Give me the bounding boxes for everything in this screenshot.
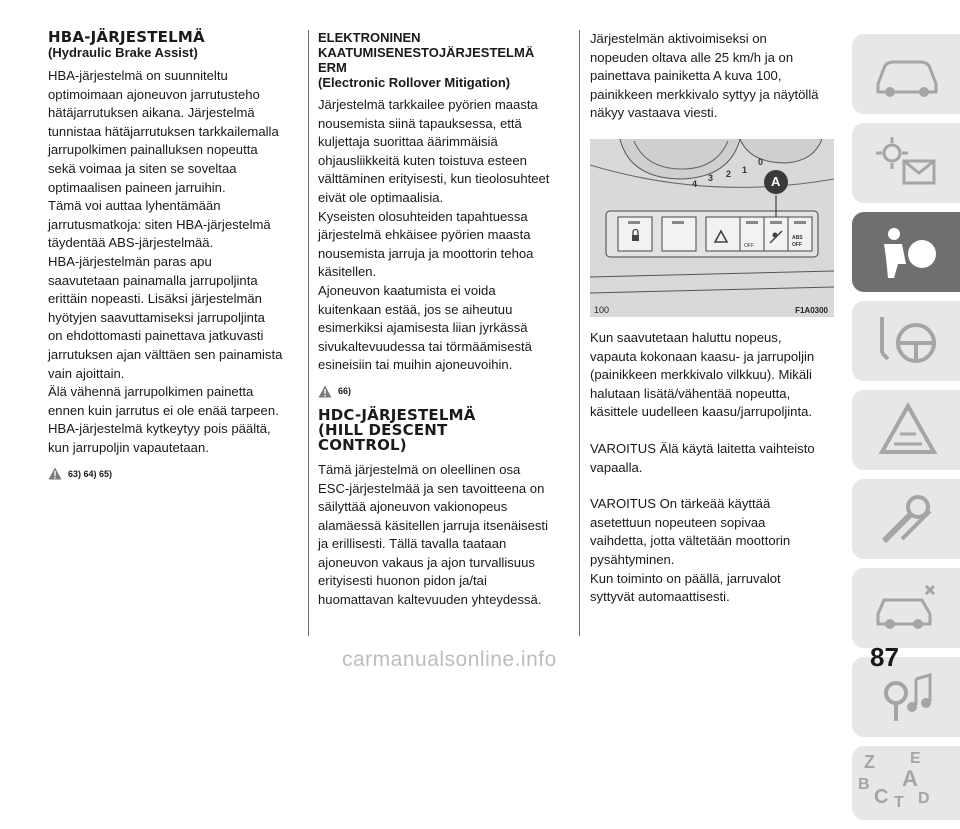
text-line: Tämä voi auttaa lyhentämään	[48, 198, 221, 214]
text-line: vapauta kokonaan kaasu- ja jarrupoljin	[590, 348, 815, 364]
text-line: kun jarrupoljin vapautetaan.	[48, 439, 209, 455]
text-line: optimaalisen paineen jarruihin.	[48, 179, 226, 195]
figure-code: F1A0300	[795, 305, 828, 315]
tab-technical-data[interactable]	[852, 568, 960, 648]
button-label: OFF	[744, 242, 754, 249]
text-line: kuitenkaan estää, jos se aiheutuu	[318, 301, 513, 317]
heading-line: ELEKTRONINEN	[318, 30, 421, 45]
tab-safety[interactable]	[852, 212, 960, 292]
callout-label: A	[771, 173, 781, 189]
chapter-tabs	[852, 34, 960, 829]
text-line: VAROITUS Älä käytä laitetta vaihteisto	[590, 440, 815, 456]
text-line: näkyy vastaava viesti.	[590, 105, 718, 121]
warning-reference	[318, 385, 570, 398]
text-line: ohjausliikkeitä kuten toistuva esteen	[318, 152, 527, 168]
text-line: ja erillisesti. Tällä tavalla taataan	[318, 536, 507, 552]
text-line: käsittele uudelleen kaasu/jarrupoljinta.	[590, 404, 813, 420]
text-line: sivukaltevuudessa tai törmäämisestä	[318, 338, 532, 354]
key-steering-icon	[872, 313, 942, 369]
text-line: asetettuun nopeuteen sopivaa	[590, 514, 766, 530]
text-line: järjestelmä ehkäisee pyörien maasta	[318, 227, 531, 243]
text-line: alamäessä käsitellen jarruja itsenäisesti	[318, 517, 548, 533]
text-line: Järjestelmä tarkkailee pyörien maasta	[318, 97, 538, 112]
text-line: ESC-järjestelmää ja sen tavoitteena on	[318, 480, 545, 496]
tab-multimedia[interactable]	[852, 657, 960, 737]
heading-line: HDC-JÄRJESTELMÄ	[318, 405, 476, 424]
warning-refs: 63) 64) 65)	[68, 468, 113, 479]
text-line: VAROITUS On tärkeää käyttää	[590, 496, 771, 512]
tab-car[interactable]	[852, 34, 960, 114]
index-letter: B	[858, 776, 870, 793]
warning-refs: 66)	[338, 386, 352, 397]
gauge-number: 3	[708, 172, 714, 183]
maintenance-tools-icon	[872, 491, 942, 547]
figure-100	[590, 139, 834, 317]
heading-line: (HILL DESCENT	[318, 420, 448, 439]
heading-line: CONTROL)	[318, 435, 407, 454]
tab-emergency[interactable]	[852, 390, 960, 470]
text-line: painikkeen merkkivalo syttyy ja näytöllä	[590, 86, 819, 102]
text-line: hätäjarrutuksen aikana. Järjestelmä	[48, 105, 255, 121]
airbag-safety-icon	[872, 224, 942, 280]
heading-line: (Electronic Rollover Mitigation)	[318, 75, 511, 90]
button-label: ABS	[792, 234, 803, 241]
warning-reference	[48, 467, 300, 480]
text-line: optimoimaan ajoneuvon jarrutusteho	[48, 86, 260, 102]
text-line: jarrutuksen ajan välttäen sen painamista	[48, 346, 283, 362]
text-line: vapaalla.	[590, 459, 643, 475]
index-letter: D	[918, 790, 930, 807]
hba-subtitle: (Hydraulic Brake Assist)	[48, 45, 198, 60]
index-letter: A	[902, 766, 918, 791]
text-line: Älä vähennä jarrupolkimen painetta	[48, 384, 254, 400]
gauge-number: 2	[726, 168, 732, 179]
watermark: carmanualsonline.info	[342, 648, 557, 671]
text-line: kuljettaja suorittaa äärimmäisiä	[318, 134, 498, 150]
page-number: 87	[870, 642, 899, 672]
warning-text-gear	[590, 495, 840, 607]
text-line: Kun saavutetaan haluttu nopeus,	[590, 329, 782, 345]
text-line: Kun toiminto on päällä, jarruvalot	[590, 570, 781, 586]
speed-text	[590, 329, 840, 422]
tab-starting-driving[interactable]	[852, 301, 960, 381]
heading-line: KAATUMISENESTOJÄRJESTELMÄ	[318, 45, 535, 60]
text-line: esimerkiksi ajamisesta liian jyrkässä	[318, 320, 528, 336]
car-specs-icon	[872, 580, 942, 636]
erm-text	[318, 96, 570, 375]
text-line: (painikkeen merkkivalo vilkkuu). Mikäli	[590, 367, 812, 383]
text-line: vain ajoittain.	[48, 365, 125, 381]
text-line: Tämä järjestelmä on oleellinen osa	[318, 461, 521, 477]
text-line: HBA-järjestelmä on suunniteltu	[48, 68, 228, 83]
index-letter: Z	[864, 752, 875, 772]
text-line: Järjestelmän aktivoimiseksi on	[590, 31, 767, 46]
dashboard-switch-panel-illustration	[590, 139, 834, 317]
heading-line: ERM	[318, 60, 347, 75]
text-line: säilyttää ajoneuvon vakionopeus	[318, 499, 508, 515]
text-line: HBA-järjestelmän paras apu	[48, 253, 212, 269]
text-line: sekä voimaa ja siten se soveltaa	[48, 160, 237, 176]
gauge-number: 4	[692, 178, 698, 189]
hba-title: HBA-JÄRJESTELMÄ	[48, 28, 205, 46]
erm-heading	[318, 30, 570, 90]
hdc-heading	[318, 405, 570, 454]
text-line: vaihdetta, jotta vältetään moottorin	[590, 533, 791, 549]
text-line: saavutetaan painamalla jarrupoljinta	[48, 272, 258, 288]
text-line: erityisesti huonon pidon ja/tai	[318, 573, 487, 589]
text-line: on ehdottomasti painettava jatkuvasti	[48, 328, 264, 344]
text-line: Ajoneuvon kaatumista ei voida	[318, 282, 496, 298]
text-line: painettava painiketta A kuva 100,	[590, 68, 782, 84]
index-letter: E	[910, 750, 921, 767]
text-line: tunnistaa hätäjarrutuksen tarkkailemalla	[48, 123, 279, 139]
gauge-number: 0	[758, 156, 764, 167]
figure-number: 100	[594, 304, 610, 315]
text-line: ennen kuin jarrutus ei ole enää tarpeen.	[48, 402, 279, 418]
tab-dashboard-lights[interactable]	[852, 123, 960, 203]
car-icon	[872, 46, 942, 102]
column-divider	[308, 30, 309, 636]
index-letter: T	[894, 794, 904, 811]
text-line: hyötyjen saavuttamiseksi jarrupoljinta	[48, 309, 265, 325]
hdc-text	[318, 461, 570, 610]
activation-text	[590, 30, 840, 123]
column-erm-hdc	[318, 30, 570, 610]
text-line: käsitellen.	[318, 264, 377, 280]
text-line: esineisiin tai muihin ajoneuvoihin.	[318, 357, 513, 373]
column-hba	[48, 30, 300, 480]
text-line: eivät ole optimaalisia.	[318, 189, 444, 205]
warning-text-neutral	[590, 440, 840, 477]
dashboard-lights-icon	[872, 135, 942, 191]
text-line: huomattavan kaltevuuden yhteydessä.	[318, 592, 542, 608]
column-divider	[579, 30, 580, 636]
text-line: pysähtyminen.	[590, 551, 675, 567]
text-line: HBA-järjestelmä kytkeytyy pois päältä,	[48, 421, 271, 437]
text-line: ajoneuvon vakaus ja ajon turvallisuus	[318, 554, 535, 570]
warning-triangle-icon	[48, 467, 62, 480]
gauge-number: 1	[742, 164, 748, 175]
multimedia-icon	[872, 669, 942, 725]
index-letters-icon	[852, 746, 960, 820]
button-label: OFF	[792, 241, 802, 248]
warning-triangle-icon	[318, 385, 332, 398]
text-line: Kyseisten olosuhteiden tapahtuessa	[318, 208, 528, 224]
tab-maintenance[interactable]	[852, 479, 960, 559]
text-line: välttäminen erityisesti, kun tieolosuhteet	[318, 171, 550, 187]
text-line: nopeuden oltava alle 25 km/h ja on	[590, 49, 794, 65]
text-line: nousemista jarruja ja moottorin tehoa	[318, 245, 534, 261]
hba-text	[48, 67, 300, 457]
text-line: syttyvät automaattisesti.	[590, 589, 730, 605]
tab-index[interactable]	[852, 746, 960, 820]
index-letter: C	[874, 786, 889, 808]
text-line: jarrutusmatkoja: siten HBA-järjestelmä	[48, 216, 271, 232]
text-line: halutaan lisätä/vähentää nopeutta,	[590, 385, 791, 401]
column-hdc-usage	[590, 30, 840, 607]
text-line: jarrupolkimen painalluksen nopeutta	[48, 142, 258, 158]
text-line: täydentää ABS-järjestelmää.	[48, 235, 214, 251]
text-line: erittäin nopeasti. Lisäksi järjestelmän	[48, 291, 262, 307]
breakdown-warning-icon	[872, 402, 942, 458]
text-line: nousemista siinä tapauksessa, että	[318, 115, 522, 131]
